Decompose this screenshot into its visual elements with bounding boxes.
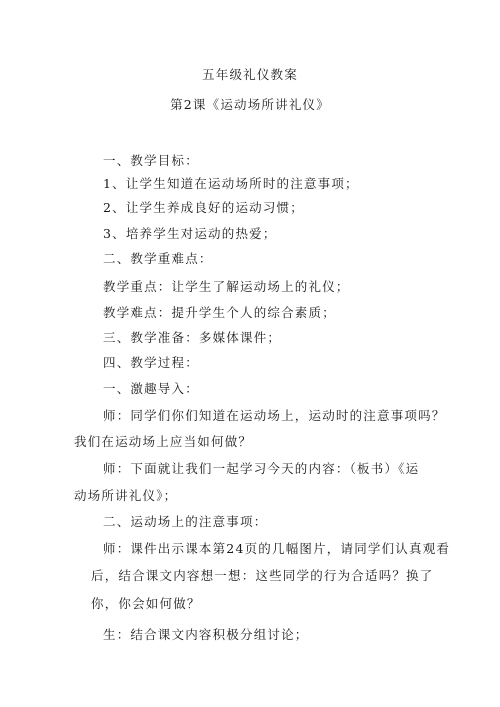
lesson-subtitle: 第2课《运动场所讲礼仪》: [170, 97, 330, 112]
section-heading-goals: 一、教学目标：: [103, 153, 199, 168]
subsection-heading-rules: 二、运动场上的注意事项：: [103, 514, 268, 529]
teacher-line-3: 师：课件出示课本第24页的几幅图片，请同学们认真观看: [103, 541, 451, 556]
goal-item-3: 3、培养学生对运动的热爱；: [103, 226, 277, 241]
document-title: 五年级礼仪教案: [202, 67, 298, 82]
goal-item-1: 1、让学生知道在运动场所时的注意事项；: [103, 176, 359, 191]
section-heading-key-points: 二、教学重难点：: [103, 251, 213, 266]
key-point-text: 教学重点：让学生了解运动场上的礼仪；: [103, 279, 350, 294]
section-heading-process: 四、教学过程：: [103, 355, 199, 370]
difficult-point-text: 教学难点：提升学生个人的综合素质；: [103, 305, 336, 320]
goal-item-2: 2、让学生养成良好的运动习惯；: [103, 200, 304, 215]
section-heading-preparation: 三、教学准备：多媒体课件；: [103, 330, 282, 345]
teacher-line-3-end: 你，你会如何做？: [91, 596, 201, 611]
subsection-heading-intro: 一、激趣导入：: [103, 381, 199, 396]
teacher-line-3-cont: 后，结合课文内容想一想：这些同学的行为合适吗？换了: [91, 568, 434, 583]
student-line-1: 生：结合课文内容积极分组讨论；: [103, 627, 309, 642]
teacher-line-1-cont: 我们在运动场上应当如何做？: [74, 434, 253, 449]
teacher-line-1: 师：同学们你们知道在运动场上，运动时的注意事项吗？: [103, 408, 446, 423]
teacher-line-2-cont: 动场所讲礼仪》；: [74, 488, 178, 503]
teacher-line-2: 师：下面就让我们一起学习今天的内容：（板书）《运: [103, 461, 420, 476]
